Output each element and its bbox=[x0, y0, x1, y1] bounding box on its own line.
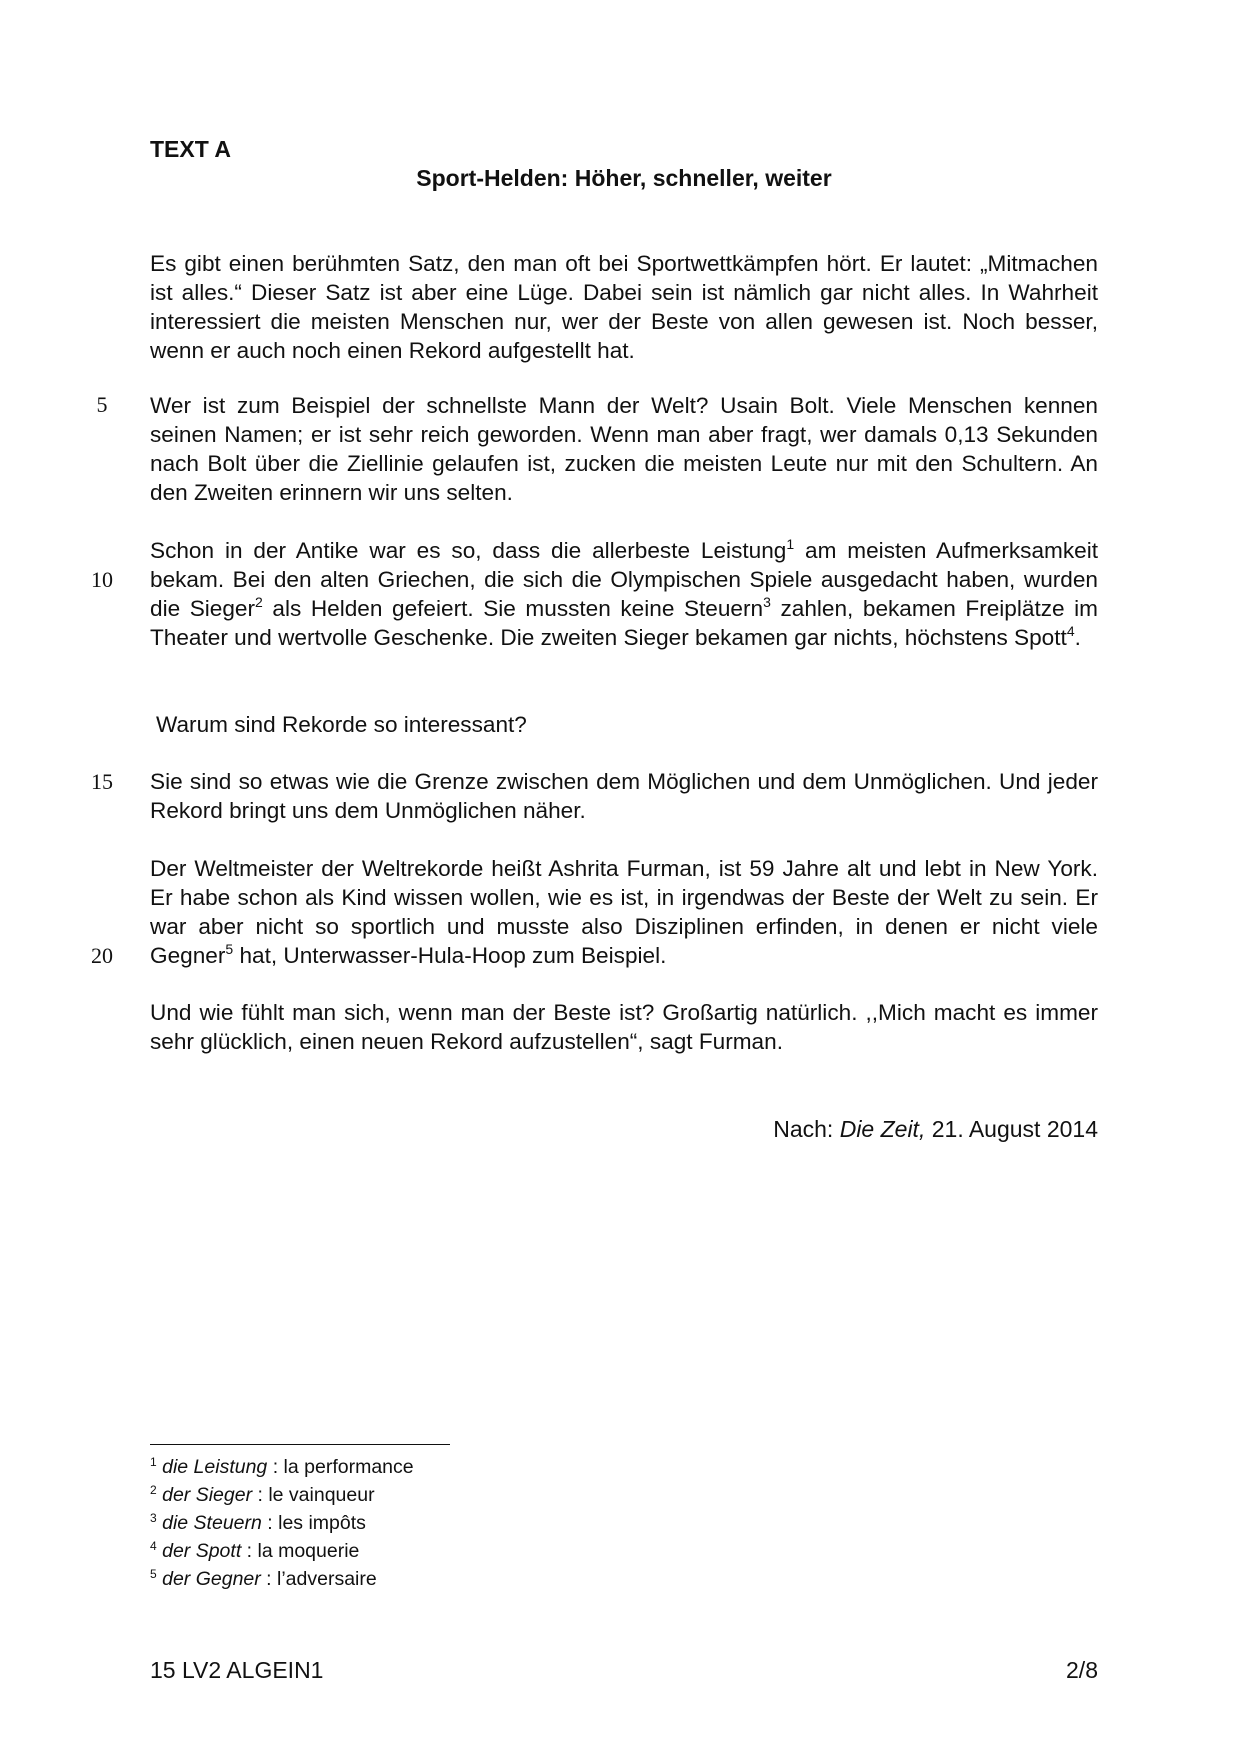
footnote-ref-4: 4 bbox=[1066, 623, 1075, 639]
footnote-4 bbox=[150, 1535, 359, 1562]
footnote-5-term: der Gegner bbox=[162, 1568, 261, 1590]
footnote-5-translation: : l’adversaire bbox=[260, 1568, 377, 1590]
paragraph-6-text-a: Der Weltmeister der Weltrekorde heißt Ashrita Furman, ist 59 Jahre alt und lebt in New York. Er habe schon als Kind wissen wollen, wie es ist, in irgendwas der Beste der Welt zu sein. Er war aber nicht so sportlich und musste also Disziplinen erfinden, in denen er nicht viele Gegner bbox=[150, 856, 1098, 968]
footnote-2 bbox=[150, 1479, 375, 1506]
paragraph-3-text-c: als Helden gefeiert. Sie mussten keine Steuern bbox=[262, 596, 764, 621]
footnote-2-term: der Sieger bbox=[162, 1484, 253, 1506]
footnote-2-translation: : le vainqueur bbox=[252, 1484, 375, 1506]
paragraph-3-text-b: am meisten Aufmerksamkeit bekam. Bei den alten Griechen, die sich die Olympischen Spiele ausgedacht haben, wurden die Sieger bbox=[150, 538, 1098, 621]
paragraph-1: Es gibt einen berühmten Satz, den man oft bei Sportwettkämpfen hört. Er lautet: „Mitmachen ist alles.“ Dieser Satz ist aber eine Lüge. Dabei sein ist nämlich gar nicht alles. In Wahrheit interessiert die meisten Menschen nur, wer der Beste von allen gewesen ist. Noch besser, wenn er auch noch einen Rekord aufgestellt hat. bbox=[150, 251, 1098, 363]
paragraph-3-text-d: zahlen, bekamen Freiplätze im Theater und wertvolle Geschenke. Die zweiten Sieger bekamen gar nichts, höchstens Spott bbox=[150, 596, 1098, 650]
paragraph-3 bbox=[150, 536, 1098, 652]
paragraph-6-text-b: hat, Unterwasser-Hula-Hoop zum Beispiel. bbox=[233, 943, 667, 968]
line-number-15: 15 bbox=[91, 769, 113, 794]
article-title: Sport-Helden: Höher, schneller, weiter bbox=[416, 165, 832, 191]
footnote-1-number: 1 bbox=[150, 1455, 157, 1469]
footnote-1 bbox=[150, 1451, 414, 1478]
line-number-20: 20 bbox=[91, 943, 113, 968]
footnote-1-translation: : la performance bbox=[267, 1456, 414, 1478]
footnote-ref-2: 2 bbox=[255, 594, 263, 610]
footnote-5-number: 5 bbox=[150, 1567, 157, 1581]
footnote-divider bbox=[150, 1444, 450, 1445]
footnote-5 bbox=[150, 1563, 377, 1590]
source-publication: Die Zeit, bbox=[839, 1116, 926, 1142]
footnote-ref-1: 1 bbox=[786, 536, 795, 552]
exam-code: 15 LV2 ALGEIN1 bbox=[150, 1657, 324, 1683]
footnote-3-term: die Steuern bbox=[162, 1512, 262, 1534]
text-label: TEXT A bbox=[150, 136, 231, 162]
paragraph-2: Wer ist zum Beispiel der schnellste Mann der Welt? Usain Bolt. Viele Menschen kennen seinen Namen; er ist sehr reich geworden. Wenn man aber fragt, wer damals 0,13 Sekunden nach Bolt über die Ziellinie gelaufen ist, zucken die meisten Leute nur mit den Schultern. An den Zweiten erinnern wir uns selten. bbox=[150, 393, 1098, 505]
footnote-ref-3: 3 bbox=[763, 594, 771, 610]
footnote-ref-5: 5 bbox=[225, 941, 234, 957]
source-citation bbox=[773, 1116, 1098, 1143]
line-number-10: 10 bbox=[91, 567, 113, 592]
footnote-3-number: 3 bbox=[150, 1511, 157, 1525]
footnote-3 bbox=[150, 1507, 366, 1534]
line-number-5: 5 bbox=[96, 392, 108, 417]
footnote-4-translation: : la moquerie bbox=[241, 1540, 360, 1562]
source-date: 21. August 2014 bbox=[925, 1116, 1098, 1142]
paragraph-3-text-a: Schon in der Antike war es so, dass die allerbeste Leistung bbox=[150, 538, 787, 563]
footnote-1-term: die Leistung bbox=[162, 1456, 268, 1478]
source-prefix: Nach: bbox=[773, 1116, 840, 1142]
footnote-2-number: 2 bbox=[150, 1483, 157, 1497]
page-number: 2/8 bbox=[1066, 1657, 1098, 1683]
paragraph-7: Und wie fühlt man sich, wenn man der Beste ist? Großartig natürlich. ,,Mich macht es immer sehr glücklich, einen neuen Rekord aufzustellen“, sagt Furman. bbox=[150, 1000, 1098, 1054]
paragraph-5: Sie sind so etwas wie die Grenze zwischen dem Möglichen und dem Unmöglichen. Und jeder Rekord bringt uns dem Unmöglichen näher. bbox=[150, 769, 1098, 823]
footnote-4-number: 4 bbox=[150, 1539, 157, 1553]
paragraph-6 bbox=[150, 854, 1098, 970]
paragraph-4-question: Warum sind Rekorde so interessant? bbox=[156, 712, 527, 737]
footnote-4-term: der Spott bbox=[162, 1540, 242, 1562]
paragraph-3-text-e: . bbox=[1074, 625, 1081, 650]
footnote-3-translation: : les impôts bbox=[261, 1512, 366, 1534]
